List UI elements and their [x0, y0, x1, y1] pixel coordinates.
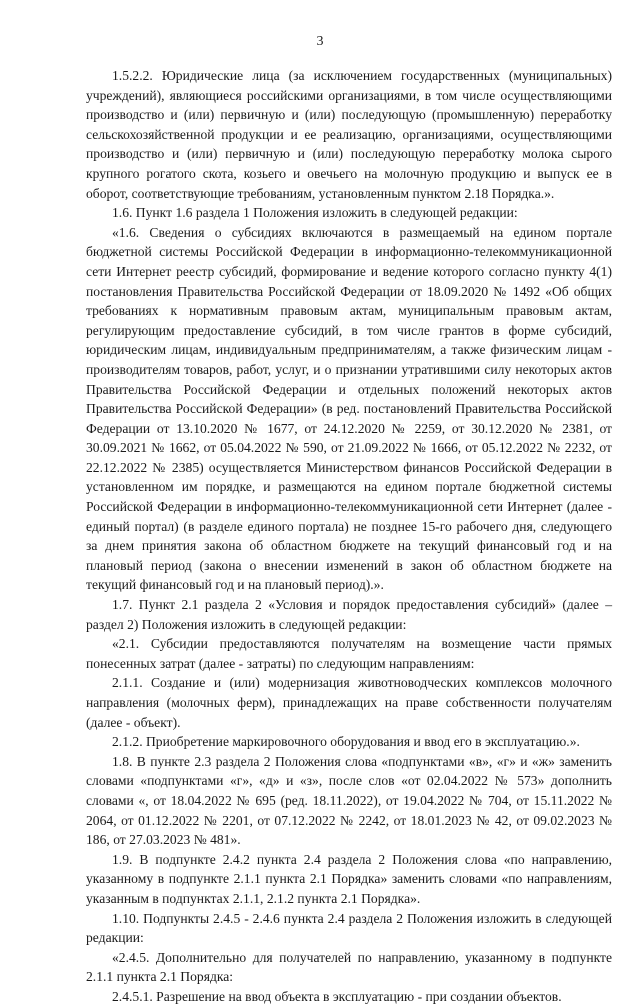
paragraph-2-4-5-1: 2.4.5.1. Разрешение на ввод объекта в эксплуатацию - при создании объектов.: [112, 988, 562, 1004]
paragraph-1-6-heading: 1.6. Пункт 1.6 раздела 1 Положения изложить в следующей редакции:: [112, 205, 518, 221]
paragraph-1-10: 1.10. Подпункты 2.4.5 - 2.4.6 пункта 2.4 раздела 2 Положения изложить в следующей редакции:: [86, 910, 612, 946]
paragraph-1-8: 1.8. В пункте 2.3 раздела 2 Положения слова «подпунктами «в», «г» и «ж» заменить словами «подпунктами «г», «д» и «з», после слов «от 02.04.2022 № 573» дополнить словами «, от 18.04.2022 № 695 (ред. 18.11.2022), от 19.04.2022 № 704, от 15.11.2022 № 2064, от 01.12.2022 № 2201, от 07.12.2022 № 2242, от 18.01.2023 № 42, от 09.02.2023 № 186, от 27.03.2023 № 481».: [86, 753, 612, 848]
paragraph-1-5-2-2: 1.5.2.2. Юридические лица (за исключением государственных (муниципальных) учреждений), являющиеся российскими организациями, в том числе осуществляющими производство и (или) первичную и (или) последующую (промышленную) переработку сельскохозяйственной продукции и ее реализацию, организациями, осуществляющими производство и (или) первичную и (или) последующую переработку молока сырого крупного рогатого скота, козьего и овечьего на молочную продукцию и выпуск ее в оборот, соответствующие требованиям, установленным пунктом 2.18 Порядка.».: [86, 68, 612, 201]
paragraph-2-1: «2.1. Субсидии предоставляются получателям на возмещение части прямых понесенных затрат (далее - затраты) по следующим направлениям:: [86, 636, 612, 671]
page-number: 3: [316, 34, 324, 49]
paragraph-2-1-2: 2.1.2. Приобретение маркировочного оборудования и ввод его в эксплуатацию.».: [112, 734, 580, 750]
paragraph-1-9: 1.9. В подпункте 2.4.2 пункта 2.4 раздела 2 Положения слова «по направлению, указанному в подпункте 2.1.1 пункта 2.1 Порядка» заменить словами «по направлениям, указанным в подпунктах 2.1.1, 2.1.2 пункта 2.1 Порядка».: [86, 851, 612, 906]
paragraph-2-1-1: 2.1.1. Создание и (или) модернизация животноводческих комплексов молочного направления (молочных ферм), принадлежащих на праве собственности получателям (далее - объект).: [86, 675, 612, 730]
paragraph-1-7: 1.7. Пункт 2.1 раздела 2 «Условия и порядок предоставления субсидий» (далее – раздел 2) Положения изложить в следующей редакции:: [86, 597, 612, 632]
paragraph-2-4-5: «2.4.5. Дополнительно для получателей по направлению, указанному в подпункте 2.1.1 пункта 2.1 Порядка:: [86, 949, 612, 985]
document-body: [86, 66, 612, 1007]
paragraph-1-6-text: «1.6. Сведения о субсидиях включаются в размещаемый на едином портале бюджетной системы Российской Федерации в информационно-телекоммуникационной сети Интернет реестр субсидий, формирование и ведение которого согласно пункту 4(1) постановления Правительства Российской Федерации от 18.09.2020 № 1492 «Об общих требованиях к нормативным правовым актам, муниципальным правовым актам, регулирующим предоставление субсидий, в том числе грантов в форме субсидий, юридическим лицам, индивидуальным предпринимателям, а также физическим лицам - производителям товаров, работ, услуг, и о признании утратившими силу некоторых актов Правительства Российской Федерации и отдельных положений некоторых актов Правительства Российской Федерации» (в ред. постановлений Правительства Российской Федерации от 13.10.2020 № 1677, от 24.12.2020 № 2259, от 30.12.2020 № 2381, от 30.09.2021 № 1662, от 05.04.2022 № 590, от 21.09.2022 № 1666, от 05.12.2022 № 2232, от 22.12.2022 № 2385) осуществляется Министерством финансов Российской Федерации в установленном им порядке, и размещаются на едином портале бюджетной системы Российской Федерации в информационно-телекоммуникационной сети Интернет (далее - единый портал) (в разделе единого портала) не позднее 15-го рабочего дня, следующего за днем принятия закона об областном бюджете на текущий финансовый год и на плановый период (закона о внесении изменений в закон об областном бюджете на текущий финансовый год и на плановый период).».: [86, 224, 612, 593]
